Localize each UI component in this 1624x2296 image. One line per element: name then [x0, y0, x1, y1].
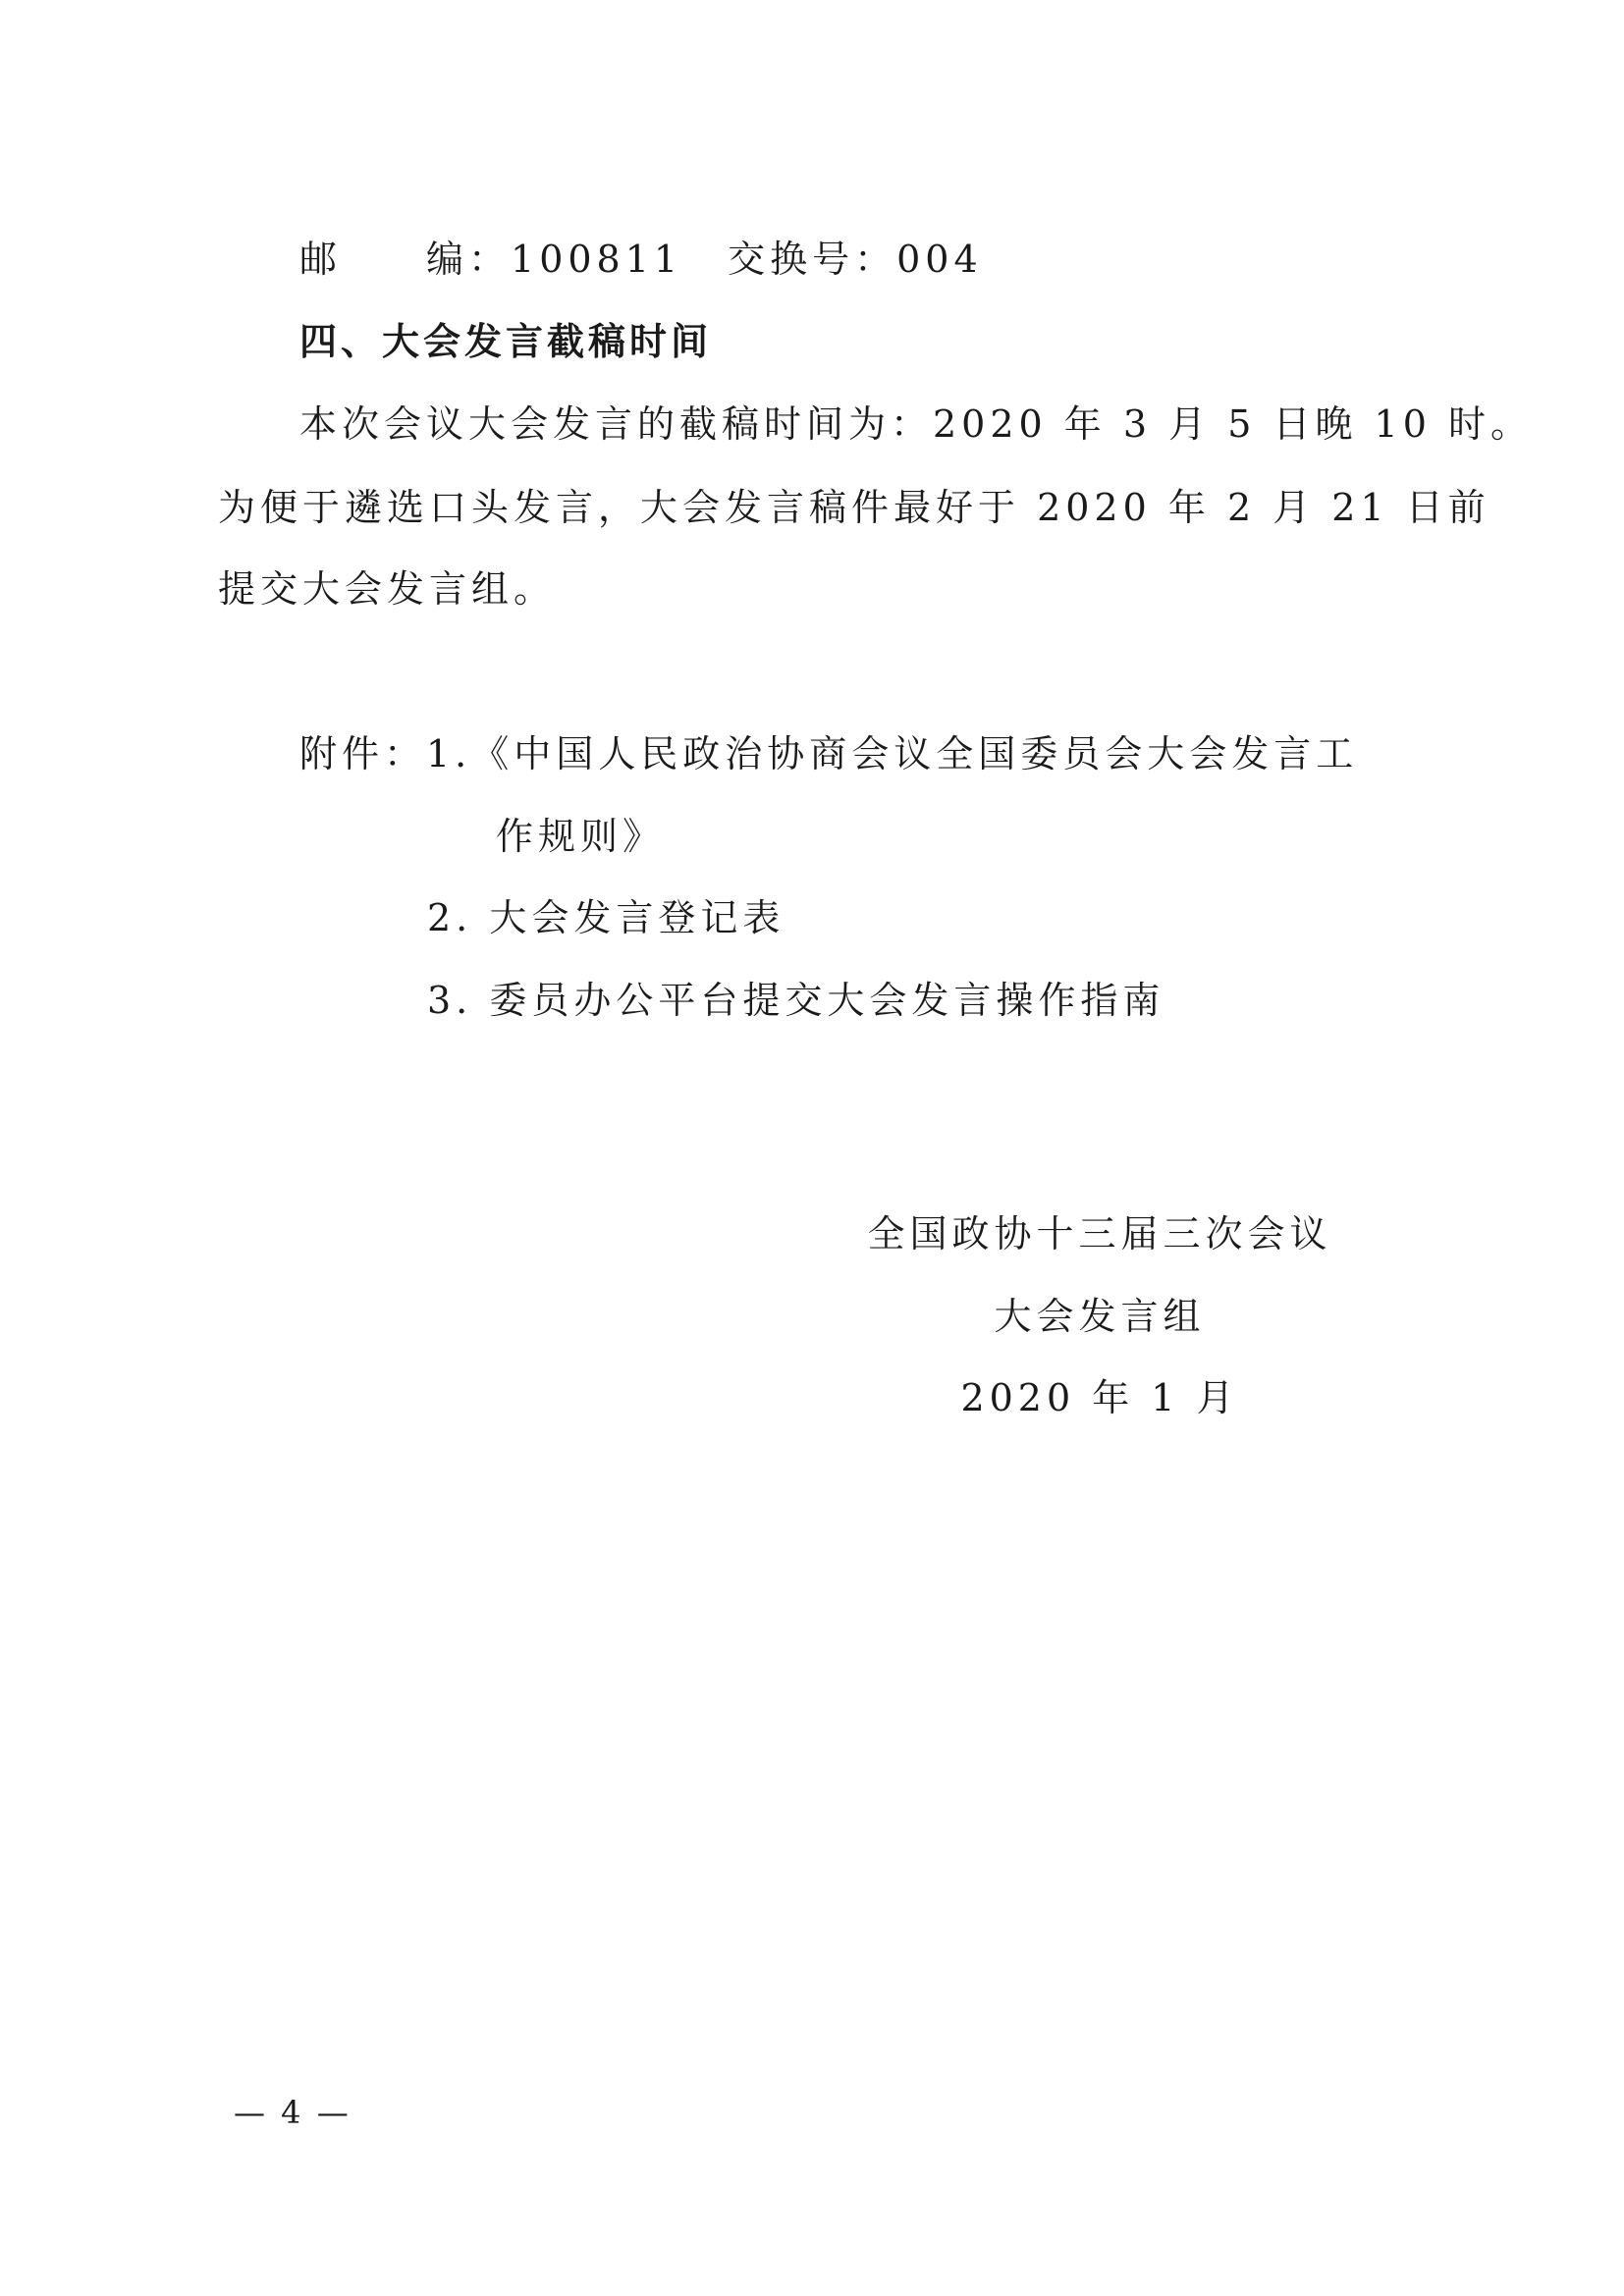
signature-date: 2020 年 1 月 — [960, 1376, 1239, 1419]
signature-group: 大会发言组 — [994, 1295, 1206, 1338]
paragraph-line-3: 提交大会发言组。 — [218, 567, 557, 611]
page-number: — 4 — — [234, 2094, 352, 2131]
postal-label: 邮 编： — [299, 238, 512, 281]
paragraph-line-2: 为便于遴选口头发言，大会发言稿件最好于 2020 年 2 月 21 日前 — [218, 486, 1490, 529]
section-heading: 四、大会发言截稿时间 — [299, 320, 713, 363]
postal-code: 100811 — [511, 238, 683, 281]
postal-line — [299, 236, 983, 283]
signature-org: 全国政协十三届三次会议 — [867, 1212, 1332, 1255]
attachment-item-1: 附件：1.《中国人民政治协商会议全国委员会大会发言工 — [299, 732, 1359, 775]
paragraph-line-1: 本次会议大会发言的截稿时间为：2020 年 3 月 5 日晚 10 时。 — [299, 402, 1533, 446]
attachment-item-2: 2. 大会发言登记表 — [427, 896, 785, 939]
exchange-label: 交换号： — [728, 238, 897, 281]
attachment-item-1-cont: 作规则》 — [496, 815, 666, 858]
exchange-value: 004 — [896, 238, 983, 281]
attachment-item-3: 3. 委员办公平台提交大会发言操作指南 — [427, 979, 1165, 1022]
